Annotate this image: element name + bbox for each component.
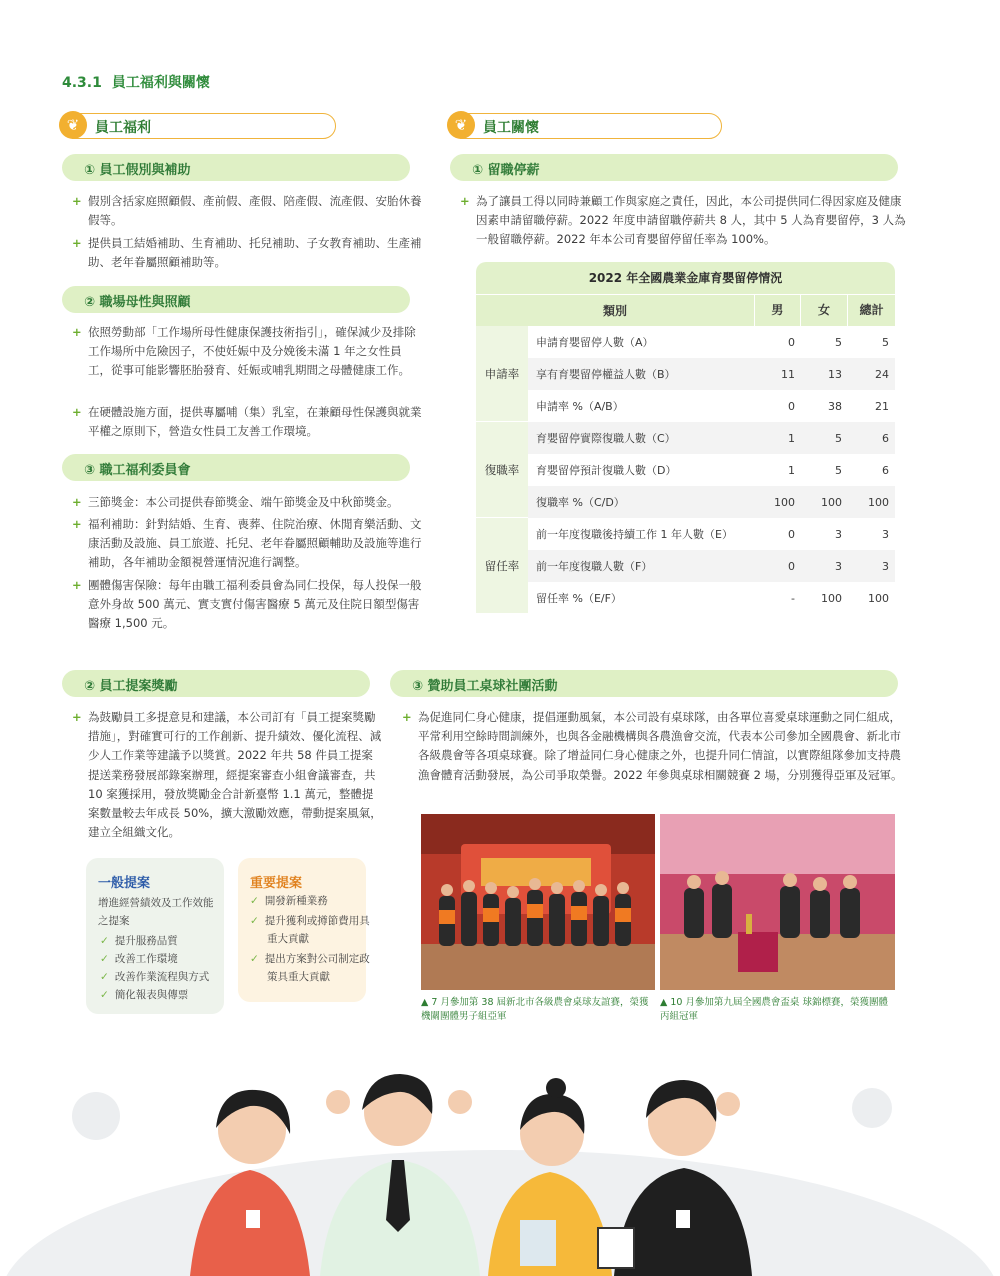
table-cell-value: 0: [788, 399, 795, 413]
table-cell-value: 38: [828, 399, 842, 413]
table-cell-label: 申請育嬰留停人數（A）: [536, 336, 654, 349]
major-proposal-title: 重要提案: [250, 876, 303, 891]
table-group: [476, 422, 895, 518]
table-cell-value: 100: [821, 591, 842, 605]
wheat-icon: ❦: [59, 111, 87, 139]
table-cell-value: 1: [788, 431, 795, 445]
check-icon: ✓: [100, 989, 109, 1001]
table-cell-value: -: [791, 591, 795, 605]
bullet: + 依照勞動部「工作場所母性健康保護技術指引」，確保減少及排除工作場所中危險因子，不使妊娠中及分娩後未滿 1 年之女性員工，從事可能影響胚胎發育、妊娠或哺乳期間之母體健康工作。: [72, 325, 416, 378]
table-cell-label: 留任率 %（E/F）: [536, 592, 622, 605]
subsection-title: ③ 贊助員工桌球社團活動: [412, 679, 558, 694]
photo-caption-1: ▲ 7 月參加第 38 屆新北市各級農會桌球友誼賽，榮獲機關團體男子組亞軍: [421, 997, 649, 1022]
header-total: 總計: [847, 295, 895, 326]
table-cell-value: 100: [821, 495, 842, 509]
table-body: [476, 326, 895, 614]
table-cell-value: 21: [875, 399, 889, 413]
table-cell-label: 申請率 %（A/B）: [536, 400, 624, 413]
left-header-pill: [62, 113, 336, 139]
general-proposal-title: 一般提案: [98, 876, 151, 891]
table-row: [528, 454, 895, 486]
table-cell-value: 100: [868, 591, 889, 605]
header-female: 女: [800, 295, 848, 326]
table-cell-value: 5: [882, 335, 889, 349]
table-cell-value: 11: [781, 367, 795, 381]
table-cell-label: 育嬰留停預計復職人數（D）: [536, 464, 677, 477]
table-cell-value: 3: [835, 559, 842, 573]
check-icon: ✓: [100, 971, 109, 983]
table-row: [528, 422, 895, 454]
subsection-proposal: [62, 670, 370, 697]
general-proposal-box: [86, 858, 224, 1014]
table-group: [476, 518, 895, 614]
bullet: + 福利補助：針對結婚、生育、喪葬、住院治療、休閒育樂活動、文康活動及設施、員工旅遊、托兒、老年眷屬照顧輔助及設施等進行補助，各年補助金額視營運情況進行調整。: [72, 517, 422, 570]
photo-team-champion: [660, 814, 895, 990]
table-group-label: 申請率: [476, 326, 528, 422]
table-group: [476, 326, 895, 422]
subsection-leave-without-pay: [450, 154, 898, 181]
table-row: [528, 518, 895, 550]
photo-caption-2: ▲ 10 月參加第九屆全國農會盃桌 球錦標賽，榮獲團體丙組冠軍: [660, 997, 888, 1022]
table-cell-value: 100: [868, 495, 889, 509]
major-proposal-box: [238, 858, 370, 1002]
table-row: [528, 326, 895, 358]
left-header-label: 員工福利: [95, 120, 151, 136]
list-item: ✓ 提出方案對公司制定政策具重大貢獻: [250, 953, 370, 983]
table-cell-label: 前一年度復職後持續工作 1 年人數（E）: [536, 528, 733, 541]
table-row: [528, 550, 895, 582]
table-row: [528, 390, 895, 422]
table-cell-label: 享有育嬰留停權益人數（B）: [536, 368, 676, 381]
check-icon: ✓: [100, 935, 109, 947]
bullet: + 假別含括家庭照顧假、產前假、產假、陪產假、流產假、安胎休養假等。: [72, 194, 422, 228]
list-item: ✓ 改善作業流程與方式: [100, 971, 210, 983]
bullet: + 為鼓勵員工多提意見和建議，本公司訂有「員工提案獎勵措施」，對確實可行的工作創新、提升績效、優化流程、減少人工作業等建議予以獎賞。2022 年共 58 件員工提案提送業務發展部錄案辦理，經提案審查小組會議審查，共 10 案獲採用，發放獎勵金合計新臺幣 1.1 萬元，整體提案數量較去年成長 50%，擴大激勵效應，帶動提案風氣，建立全組織文化。: [72, 710, 382, 840]
table-group-label: 復職率: [476, 422, 528, 518]
section-heading: [62, 72, 210, 92]
subsection-title: ② 員工提案獎勵: [84, 679, 178, 694]
subsection-welfare-committee: [62, 454, 410, 481]
wheat-icon: ❦: [447, 111, 475, 139]
check-icon: ✓: [100, 953, 109, 965]
bullet: + 為了讓員工得以同時兼顧工作與家庭之責任，因此，本公司提供同仁得因家庭及健康因素申請留職停薪。2022 年度申請留職停薪共 8 人，其中 5 人為育嬰留停，3 人為一般留職停薪。2022 年本公司育嬰留停留任率為 100%。: [460, 194, 906, 247]
parental-leave-table: [476, 262, 895, 614]
table-cell-value: 3: [882, 527, 889, 541]
bullet: + 三節獎金：本公司提供春節獎金、端午節獎金及中秋節獎金。: [72, 495, 399, 509]
bullet: + 提供員工結婚補助、生育補助、托兒補助、子女教育補助、生產補助、老年眷屬照顧補助等。: [72, 236, 422, 270]
table-cell-value: 0: [788, 559, 795, 573]
subsection-leave: [62, 154, 410, 181]
table-cell-value: 6: [882, 431, 889, 445]
list-item: ✓ 改善工作環境: [100, 953, 178, 965]
subsection-table-tennis: [390, 670, 898, 697]
table-cell-value: 3: [882, 559, 889, 573]
table-cell-value: 0: [788, 335, 795, 349]
header-category: 類別: [602, 304, 627, 318]
table-cell-value: 5: [835, 431, 842, 445]
subsection-title: ③ 職工福利委員會: [84, 463, 191, 478]
subsection-title: ① 員工假別與補助: [84, 163, 191, 178]
staff-cheering-illustration: [0, 1060, 1000, 1276]
check-icon: ✓: [250, 953, 259, 965]
table-group-label: 留任率: [476, 518, 528, 614]
bullet: + 團體傷害保險：每年由職工福利委員會為同仁投保，每人投保一般意外身故 500 萬元、實支實付傷害醫療 5 萬元及住院日額型傷害醫療 1,500 元。: [72, 578, 422, 631]
list-item: ✓ 開發新種業務: [250, 895, 328, 907]
table-cell-value: 5: [835, 463, 842, 477]
table-row: [528, 582, 895, 614]
table-cell-value: 13: [828, 367, 842, 381]
table-cell-value: 5: [835, 335, 842, 349]
section-number: 4.3.1: [62, 75, 102, 91]
header-male: 男: [754, 295, 800, 326]
table-caption: 2022 年全國農業金庫育嬰留停情況: [476, 262, 895, 294]
table-cell-label: 復職率 %（C/D）: [536, 496, 625, 509]
table-cell-value: 3: [835, 527, 842, 541]
table-cell-value: 6: [882, 463, 889, 477]
table-cell-value: 1: [788, 463, 795, 477]
table-header-row: [476, 294, 895, 326]
photo-team-runner-up: [421, 814, 655, 990]
table-cell-value: 100: [774, 495, 795, 509]
table-cell-value: 0: [788, 527, 795, 541]
general-proposal-desc: 增進經營績效及工作效能之提案: [98, 897, 214, 927]
table-row: [528, 486, 895, 518]
table-cell-value: 24: [875, 367, 889, 381]
table-row: [528, 358, 895, 390]
subsection-title: ① 留職停薪: [472, 163, 540, 178]
table-cell-label: 育嬰留停實際復職人數（C）: [536, 432, 676, 445]
list-item: ✓ 提升獲利或撙節費用具重大貢獻: [250, 915, 370, 945]
bullet: + 為促進同仁身心健康，提倡運動風氣，本公司設有桌球隊，由各單位喜愛桌球運動之同仁組成，平常利用空餘時間訓練外，也與各金融機構與各農漁會交流，代表本公司參加全國農會、新北市各級農會等各項桌球賽。除了增益同仁身心健康之外，也提升同仁情誼，以實際組隊參加支持農漁會體育活動發展，為公司爭取榮譽。2022 年參與桌球相關競賽 2 場，分別獲得亞軍及冠軍。: [402, 710, 903, 782]
list-item: ✓ 提升服務品質: [100, 935, 178, 947]
subsection-title: ② 職場母性與照顧: [84, 295, 191, 310]
check-icon: ✓: [250, 895, 259, 907]
right-header-pill: [450, 113, 722, 139]
table-cell-label: 前一年度復職人數（F）: [536, 560, 653, 573]
bullet: + 在硬體設施方面，提供專屬哺（集）乳室，在兼顧母性保護與就業平權之原則下，營造女性員工友善工作環境。: [72, 405, 422, 439]
subsection-maternity: [62, 286, 410, 313]
right-header-label: 員工關懷: [483, 120, 539, 136]
section-title: 員工福利與關懷: [111, 75, 210, 91]
check-icon: ✓: [250, 915, 259, 927]
list-item: ✓ 簡化報表與傳票: [100, 989, 189, 1001]
